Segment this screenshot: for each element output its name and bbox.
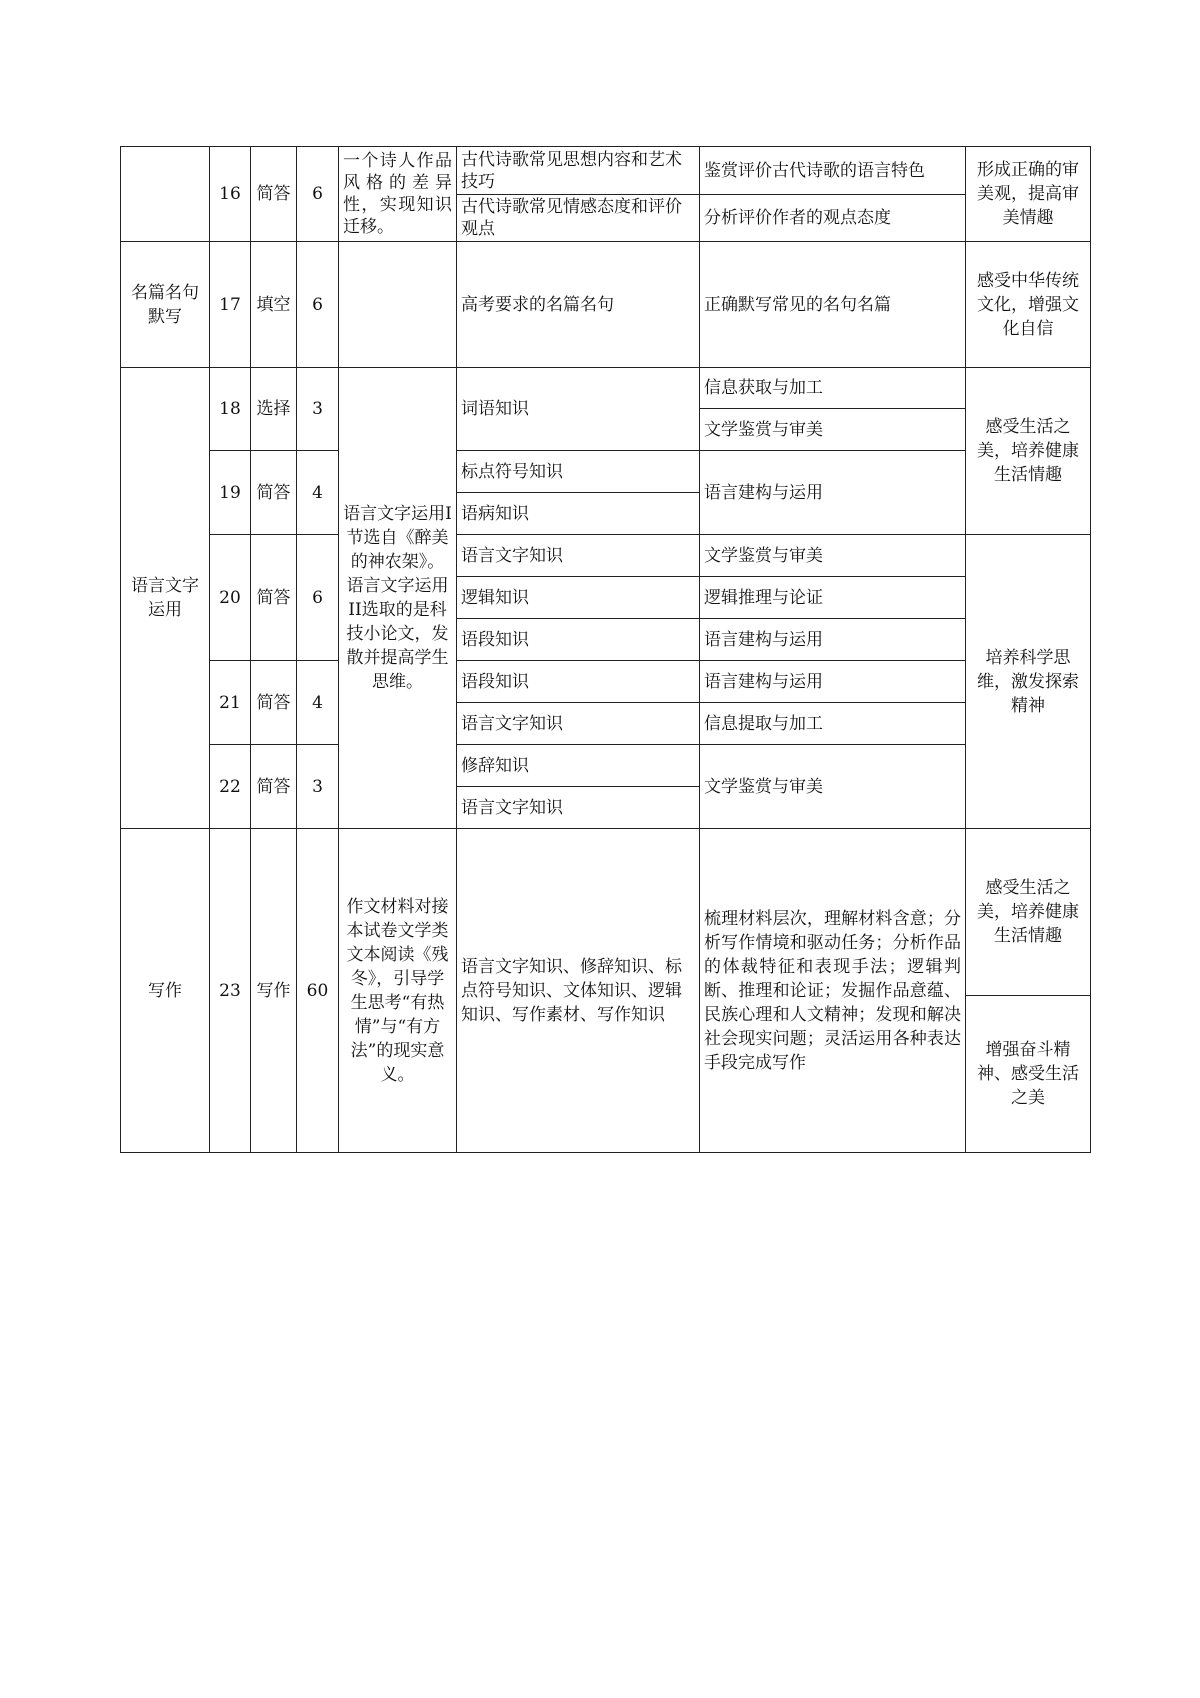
ability-cell: 语言建构与运用 (700, 619, 966, 661)
value-cell: 感受生活之美，培养健康生活情趣 (966, 368, 1091, 535)
ability-cell: 分析评价作者的观点态度 (700, 195, 966, 242)
table-row (121, 147, 1091, 195)
section-cell: 写作 (121, 829, 210, 1153)
value-cell: 培养科学思维，激发探索精神 (966, 535, 1091, 829)
value-cell: 形成正确的审美观，提高审美情趣 (966, 147, 1091, 242)
question-score: 6 (297, 147, 339, 242)
knowledge-cell: 逻辑知识 (457, 577, 700, 619)
knowledge-cell: 语病知识 (457, 493, 700, 535)
knowledge-cell: 语言文字知识、修辞知识、标点符号知识、文体知识、逻辑知识、写作素材、写作知识 (457, 829, 700, 1153)
question-number: 22 (210, 745, 251, 829)
question-type: 简答 (251, 535, 297, 661)
material-cell: 作文材料对接本试卷文学类文本阅读《残冬》，引导学生思考“有热情”与“有方法”的现实意义。 (339, 829, 457, 1153)
ability-cell: 信息提取与加工 (700, 703, 966, 745)
knowledge-cell: 古代诗歌常见思想内容和艺术技巧 (457, 147, 700, 195)
ability-cell: 梳理材料层次，理解材料含意；分析写作情境和驱动任务；分析作品的体裁特征和表现手法；逻辑判断、推理和论证；发掘作品意蕴、民族心理和人文精神；发现和解决社会现实问题；灵活运用各种表达手段完成写作 (700, 829, 966, 1153)
ability-cell: 语言建构与运用 (700, 451, 966, 535)
question-type: 简答 (251, 661, 297, 745)
ability-cell: 逻辑推理与论证 (700, 577, 966, 619)
ability-cell: 语言建构与运用 (700, 661, 966, 703)
ability-cell: 文学鉴赏与审美 (700, 409, 966, 451)
ability-cell: 文学鉴赏与审美 (700, 745, 966, 829)
knowledge-cell: 语段知识 (457, 619, 700, 661)
question-score: 3 (297, 368, 339, 451)
question-score: 6 (297, 535, 339, 661)
question-score: 60 (297, 829, 339, 1153)
table-row (121, 829, 1091, 996)
table-row (121, 242, 1091, 368)
section-cell: 语言文字运用 (121, 368, 210, 829)
question-number: 21 (210, 661, 251, 745)
knowledge-cell: 修辞知识 (457, 745, 700, 787)
material-cell: 一个诗人作品风格的差异性，实现知识迁移。 (339, 147, 457, 242)
ability-cell: 信息获取与加工 (700, 368, 966, 409)
value-cell: 增强奋斗精神、感受生活之美 (966, 996, 1091, 1153)
question-type: 写作 (251, 829, 297, 1153)
knowledge-cell: 词语知识 (457, 368, 700, 451)
question-score: 6 (297, 242, 339, 368)
knowledge-cell: 高考要求的名篇名句 (457, 242, 700, 368)
material-cell (339, 242, 457, 368)
knowledge-cell: 语言文字知识 (457, 535, 700, 577)
table-row (121, 535, 1091, 577)
ability-cell: 正确默写常见的名句名篇 (700, 242, 966, 368)
question-score: 4 (297, 661, 339, 745)
question-type: 选择 (251, 368, 297, 451)
question-score: 4 (297, 451, 339, 535)
exam-spec-table (120, 146, 1091, 1153)
question-number: 16 (210, 147, 251, 242)
question-type: 简答 (251, 745, 297, 829)
section-cell: 名篇名句默写 (121, 242, 210, 368)
knowledge-cell: 标点符号知识 (457, 451, 700, 493)
ability-cell: 鉴赏评价古代诗歌的语言特色 (700, 147, 966, 195)
question-type: 简答 (251, 147, 297, 242)
question-type: 填空 (251, 242, 297, 368)
knowledge-cell: 语言文字知识 (457, 703, 700, 745)
section-cell (121, 147, 210, 242)
question-number: 18 (210, 368, 251, 451)
value-cell: 感受生活之美，培养健康生活情趣 (966, 829, 1091, 996)
question-score: 3 (297, 745, 339, 829)
value-cell: 感受中华传统文化，增强文化自信 (966, 242, 1091, 368)
knowledge-cell: 语言文字知识 (457, 787, 700, 829)
question-number: 20 (210, 535, 251, 661)
ability-cell: 文学鉴赏与审美 (700, 535, 966, 577)
table-row (121, 451, 1091, 493)
material-cell: 语言文字运用Ⅰ节选自《醉美的神农架》。语言文字运用II选取的是科技小论文，发散并提高学生思维。 (339, 368, 457, 829)
question-type: 简答 (251, 451, 297, 535)
question-number: 23 (210, 829, 251, 1153)
table-row (121, 368, 1091, 409)
table-row (121, 661, 1091, 703)
table-row (121, 745, 1091, 787)
knowledge-cell: 古代诗歌常见情感态度和评价观点 (457, 195, 700, 242)
question-number: 17 (210, 242, 251, 368)
question-number: 19 (210, 451, 251, 535)
knowledge-cell: 语段知识 (457, 661, 700, 703)
